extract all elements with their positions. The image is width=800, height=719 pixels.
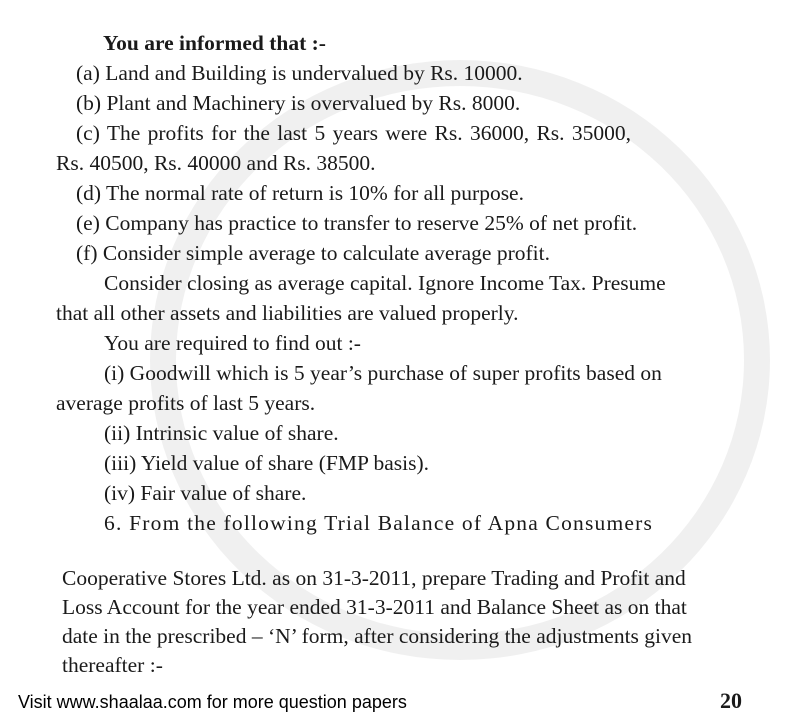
- text-line: (e) Company has practice to transfer to reserve 25% of net profit.: [76, 211, 638, 235]
- text-line: Cooperative Stores Ltd. as on 31-3-2011, prepare Trading and Profit and: [62, 566, 686, 590]
- heading: You are informed that :-: [103, 31, 326, 55]
- text-line: (b) Plant and Machinery is overvalued by Rs. 8000.: [76, 91, 521, 115]
- text-line: (iv) Fair value of share.: [104, 481, 307, 505]
- text-line: Consider closing as average capital. Ignore Income Tax. Presume: [104, 271, 666, 295]
- text-line: that all other assets and liabilities are valued properly.: [56, 301, 519, 325]
- text-line: (iii) Yield value of share (FMP basis).: [104, 451, 430, 475]
- text-line: 6. From the following Trial Balance of Apna Consumers: [104, 511, 654, 535]
- text-line: (ii) Intrinsic value of share.: [104, 421, 339, 445]
- text-line: Loss Account for the year ended 31-3-2011 and Balance Sheet as on that: [62, 595, 687, 619]
- text-line: (a) Land and Building is undervalued by Rs. 10000.: [76, 61, 523, 85]
- text-line: thereafter :-: [62, 653, 163, 677]
- text-line: Rs. 40500, Rs. 40000 and Rs. 38500.: [56, 151, 376, 175]
- text-line: (c) The profits for the last 5 years were Rs. 36000, Rs. 35000,: [76, 121, 632, 145]
- text-line: (d) The normal rate of return is 10% for all purpose.: [76, 181, 524, 205]
- footer-link[interactable]: Visit www.shaalaa.com for more question papers: [18, 692, 407, 712]
- text-line: You are required to find out :-: [104, 331, 361, 355]
- text-line: (i) Goodwill which is 5 year’s purchase of super profits based on: [104, 361, 662, 385]
- text-line: (f) Consider simple average to calculate average profit.: [76, 241, 550, 265]
- page-number: 20: [720, 688, 742, 713]
- text-line: average profits of last 5 years.: [56, 391, 316, 415]
- text-line: date in the prescribed – ‘N’ form, after considering the adjustments given: [62, 624, 693, 648]
